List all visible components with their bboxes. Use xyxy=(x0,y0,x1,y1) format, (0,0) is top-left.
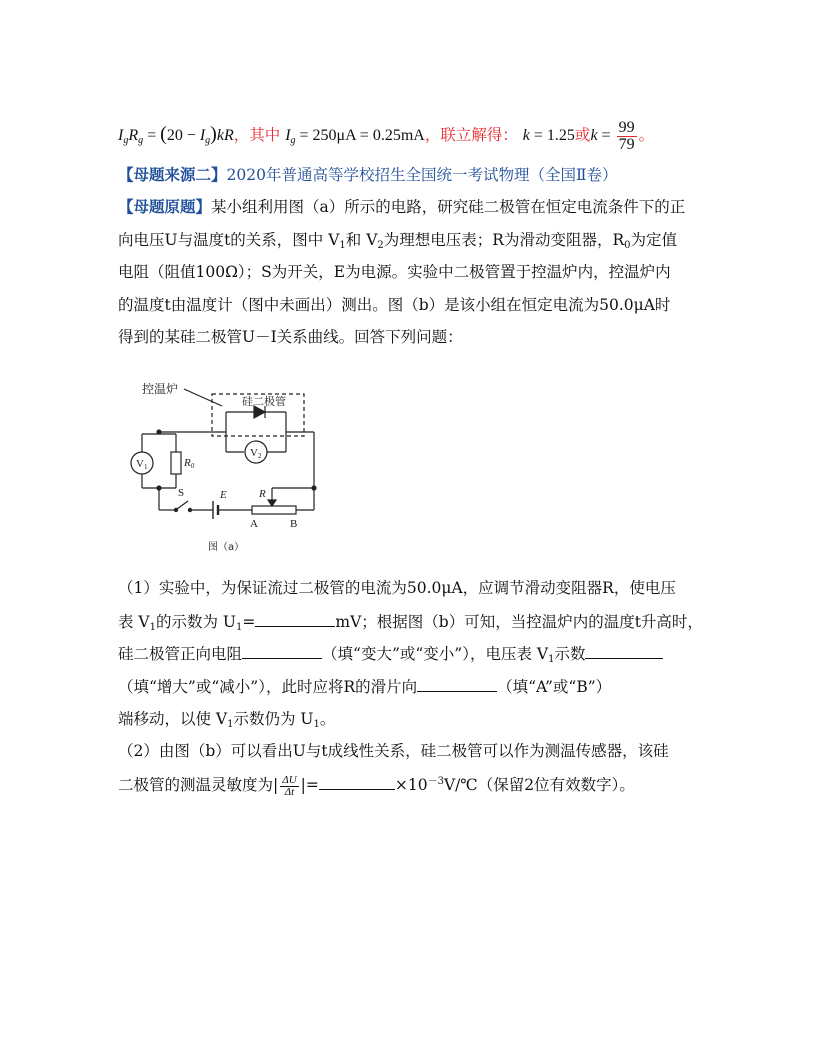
terminal-b-label: B xyxy=(290,518,298,530)
q1-line-3: 硅二极管正向电阻 （填“变大”或“变小”），电压表 $V_1$示数 xyxy=(118,643,663,664)
formula-paren-close: ) xyxy=(210,123,217,145)
problem-line-1 xyxy=(118,197,685,217)
answer-blank-sensitivity[interactable] xyxy=(319,774,395,790)
furnace-label: 控温炉 xyxy=(142,382,179,396)
furnace-pointer xyxy=(184,389,222,406)
answer-blank-slider-direction[interactable] xyxy=(417,676,497,692)
q2-line-2: 二极管的测温灵敏度为| $\frac{\Delta U}{\Delta t}$ |= $\times 10^{-3}V/℃$（保留2位有效数字）。 xyxy=(118,773,635,798)
diode-label: 硅二极管 xyxy=(242,395,286,408)
answer-blank-v1-change[interactable] xyxy=(585,643,663,659)
switch-label: S xyxy=(178,487,185,499)
formula-period: 。 xyxy=(638,126,655,144)
v2-label: V2 xyxy=(250,447,262,460)
formula-ig-value: $I_g$ xyxy=(285,127,296,146)
terminal-a-label: A xyxy=(250,518,258,530)
rheostat-label: R xyxy=(259,488,266,500)
k-symbol: k xyxy=(522,127,530,144)
slider-arrow xyxy=(268,500,276,506)
formula-paren: ( xyxy=(160,123,167,145)
figure-caption: 图（a） xyxy=(208,542,245,553)
problem-label: 【母题原题】 xyxy=(118,197,212,216)
answer-blank-resistance[interactable] xyxy=(242,643,322,659)
problem-text-1: 某小组利用图（a）所示的电路，研究硅二极管在恒定电流条件下的正 xyxy=(211,198,686,216)
v1-label: V1 xyxy=(136,458,148,471)
q1-line-1: （1）实验中，为保证流过二极管的电流为50.0μA，应调节滑动变阻器R，使电压 xyxy=(118,579,676,597)
q1-line-5: 端移动，以使 $V_1$示数仍为 $U_1$。 xyxy=(118,710,336,730)
formula-lhs: $I_gR_g$ xyxy=(118,127,144,146)
formula-current-value: = 250μA = 0.25mA xyxy=(295,127,425,144)
sensitivity-fraction: $\frac{\Delta U}{\Delta t}$ xyxy=(282,773,297,798)
formula-comma-2: ， xyxy=(424,126,441,144)
battery-label: E xyxy=(220,489,227,501)
k-value-1: = 1.25 xyxy=(529,127,575,144)
q1-line-2: 表 $V_1$的示数为 $U_1=$ mV；根据图（b）可知，当控温炉内的温度t升高时， xyxy=(118,613,703,633)
or-label: 或 xyxy=(574,126,591,144)
formula-kr: kR xyxy=(216,127,234,144)
problem-line-2: 向电压U与温度t的关系，图中 $V_1$和 $V_2$为理想电压表；R为滑动变阻器，$R_0$为定值 xyxy=(118,231,678,251)
formula-ig: $I_g$ xyxy=(199,127,211,146)
q1-line-4: （填“增大”或“减小”），此时应将R的滑片向 （填“A”或“B”） xyxy=(118,678,612,696)
k-fraction: $\frac{99}{79}$ xyxy=(618,118,635,153)
formula-minus: − xyxy=(182,127,200,144)
source-label: 【母题来源二】 xyxy=(118,165,227,184)
k-equals: = xyxy=(597,127,615,144)
problem-line-3: 电阻（阻值100Ω）；S为开关，E为电源。实验中二极管置于控温炉内，控温炉内 xyxy=(118,263,671,281)
resistor-r0 xyxy=(171,452,181,474)
source-text: 2020年普通高等学校招生全国统一考试物理（全国Ⅱ卷） xyxy=(226,166,618,184)
problem-line-4: 的温度t由温度计（图中未画出）测出。图（b）是该小组在恒定电流为50.0μA时 xyxy=(118,296,671,314)
formula-equals: = xyxy=(143,127,161,144)
r0-label: R0 xyxy=(184,457,195,470)
answer-blank-u1[interactable] xyxy=(255,611,335,627)
formula-twenty: 20 xyxy=(166,127,183,144)
circuit-diagram-figure xyxy=(126,374,326,556)
solution-formula-line xyxy=(118,118,654,153)
problem-line-5: 得到的某硅二极管U－I关系曲线。回答下列问题： xyxy=(118,328,463,346)
where-label: 其中 xyxy=(249,126,281,144)
source-line xyxy=(118,165,618,185)
q2-line-1: （2）由图（b）可以看出U与t成线性关系，硅二极管可以作为测温传感器，该硅 xyxy=(118,742,669,760)
switch-s xyxy=(177,501,188,509)
k-symbol-2: k xyxy=(590,127,598,144)
formula-comma: ， xyxy=(233,126,250,144)
solve-label: 联立解得： xyxy=(440,126,518,144)
rheostat-r xyxy=(252,506,296,514)
